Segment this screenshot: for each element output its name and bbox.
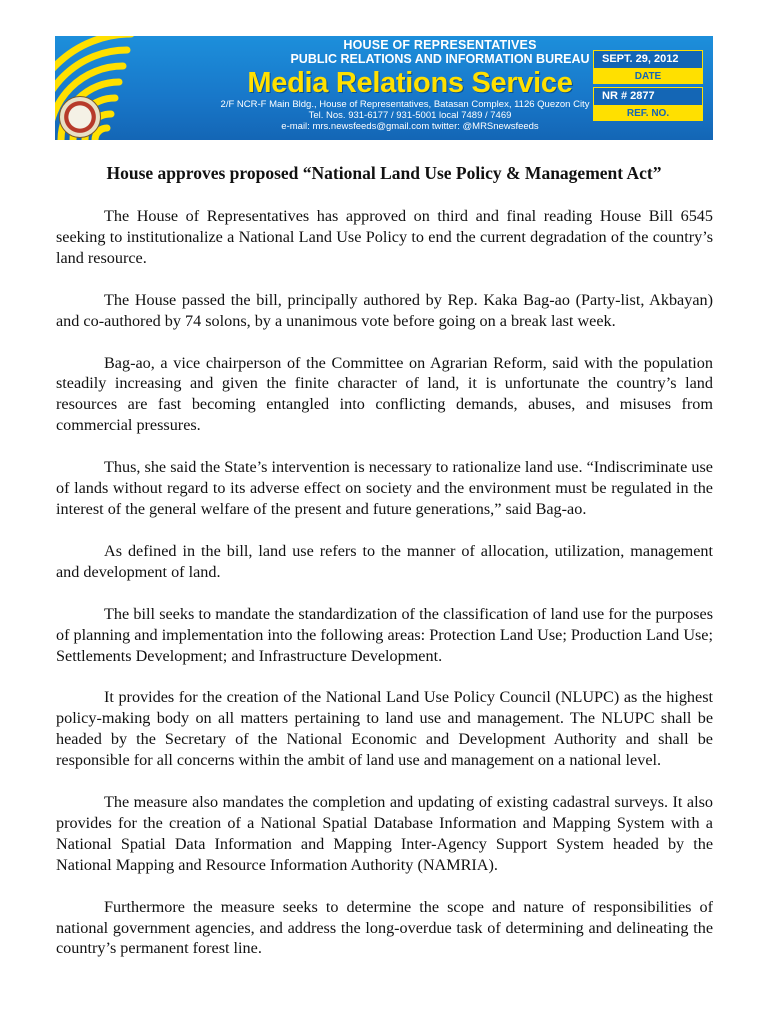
paragraph: As defined in the bill, land use refers to the manner of allocation, utilization, management and development of land.	[56, 541, 713, 581]
paragraph: Furthermore the measure seeks to determine the scope and nature of responsibilities of national government agencies, and address the long-overdue task of determining and delineating the country’s permanent forest line.	[56, 897, 713, 958]
house-seal-icon	[59, 96, 101, 138]
masthead-banner	[55, 36, 713, 140]
paragraph: It provides for the creation of the National Land Use Policy Council (NLUPC) as the highest policy-making body on all matters pertaining to land use and management. The NLUPC shall be headed by the Secretary of the National Economic and Development Authority and shall be responsible for all concerns within the ambit of land use and management on a national level.	[56, 688, 713, 770]
org-name-line1: HOUSE OF REPRESENTATIVES	[343, 38, 537, 52]
reference-number: NR # 2877	[593, 87, 703, 106]
release-info-box	[593, 50, 703, 124]
paragraph: The measure also mandates the completion and updating of existing cadastral surveys. It also provides for the creation of a National Spatial Database Information and Mapping System with a National Spatial Data Information and Mapping Inter-Agency Support System headed by the National Mapping and Resource Information Authority (NAMRIA).	[56, 793, 713, 874]
article-body	[56, 206, 713, 980]
office-address: 2/F NCR-F Main Bldg., House of Representatives, Batasan Complex, 1126 Quezon City	[220, 99, 590, 110]
banner-title: Media Relations Service	[247, 67, 573, 99]
paragraph: Bag-ao, a vice chairperson of the Committee on Agrarian Reform, said with the population steadily increasing and given the finite character of land, it is unfortunate the country’s land resources are fast becoming entangled into conflicting demands, abuses, and misuses from commercial pressures.	[56, 353, 713, 435]
email-twitter-line: e-mail: mrs.newsfeeds@gmail.com twitter: @MRSnewsfeeds	[281, 121, 539, 132]
org-name-line2: PUBLIC RELATIONS AND INFORMATION BUREAU	[290, 52, 590, 66]
banner-text-block	[220, 38, 590, 132]
date-value: SEPT. 29, 2012	[593, 50, 703, 69]
telephone-numbers: Tel. Nos. 931-6177 / 931-5001 local 7489 / 7469	[308, 110, 512, 121]
paragraph: The House of Representatives has approved on third and final reading House Bill 6545 seeking to institutionalize a National Land Use Policy to end the current degradation of the country’s land resource.	[56, 207, 713, 267]
reference-label: REF. NO.	[593, 106, 703, 121]
paragraph: The bill seeks to mandate the standardization of the classification of land use for the purposes of planning and implementation into the following areas: Protection Land Use; Production Land Use; Settlements Development; and Infrastructure Development.	[56, 604, 713, 665]
paragraph: The House passed the bill, principally authored by Rep. Kaka Bag-ao (Party-list, Akbayan) and co-authored by 74 solons, by a unanimous vote before going on a break last week.	[56, 290, 713, 330]
paragraph: Thus, she said the State’s intervention is necessary to rationalize land use. “Indiscriminate use of lands without regard to its adverse effect on society and the environment must be regulated in the interest of the general welfare of the present and future generations,” said Bag-ao.	[56, 458, 713, 518]
date-label: DATE	[593, 69, 703, 84]
article-headline: House approves proposed “National Land Use Policy & Management Act”	[106, 163, 662, 183]
